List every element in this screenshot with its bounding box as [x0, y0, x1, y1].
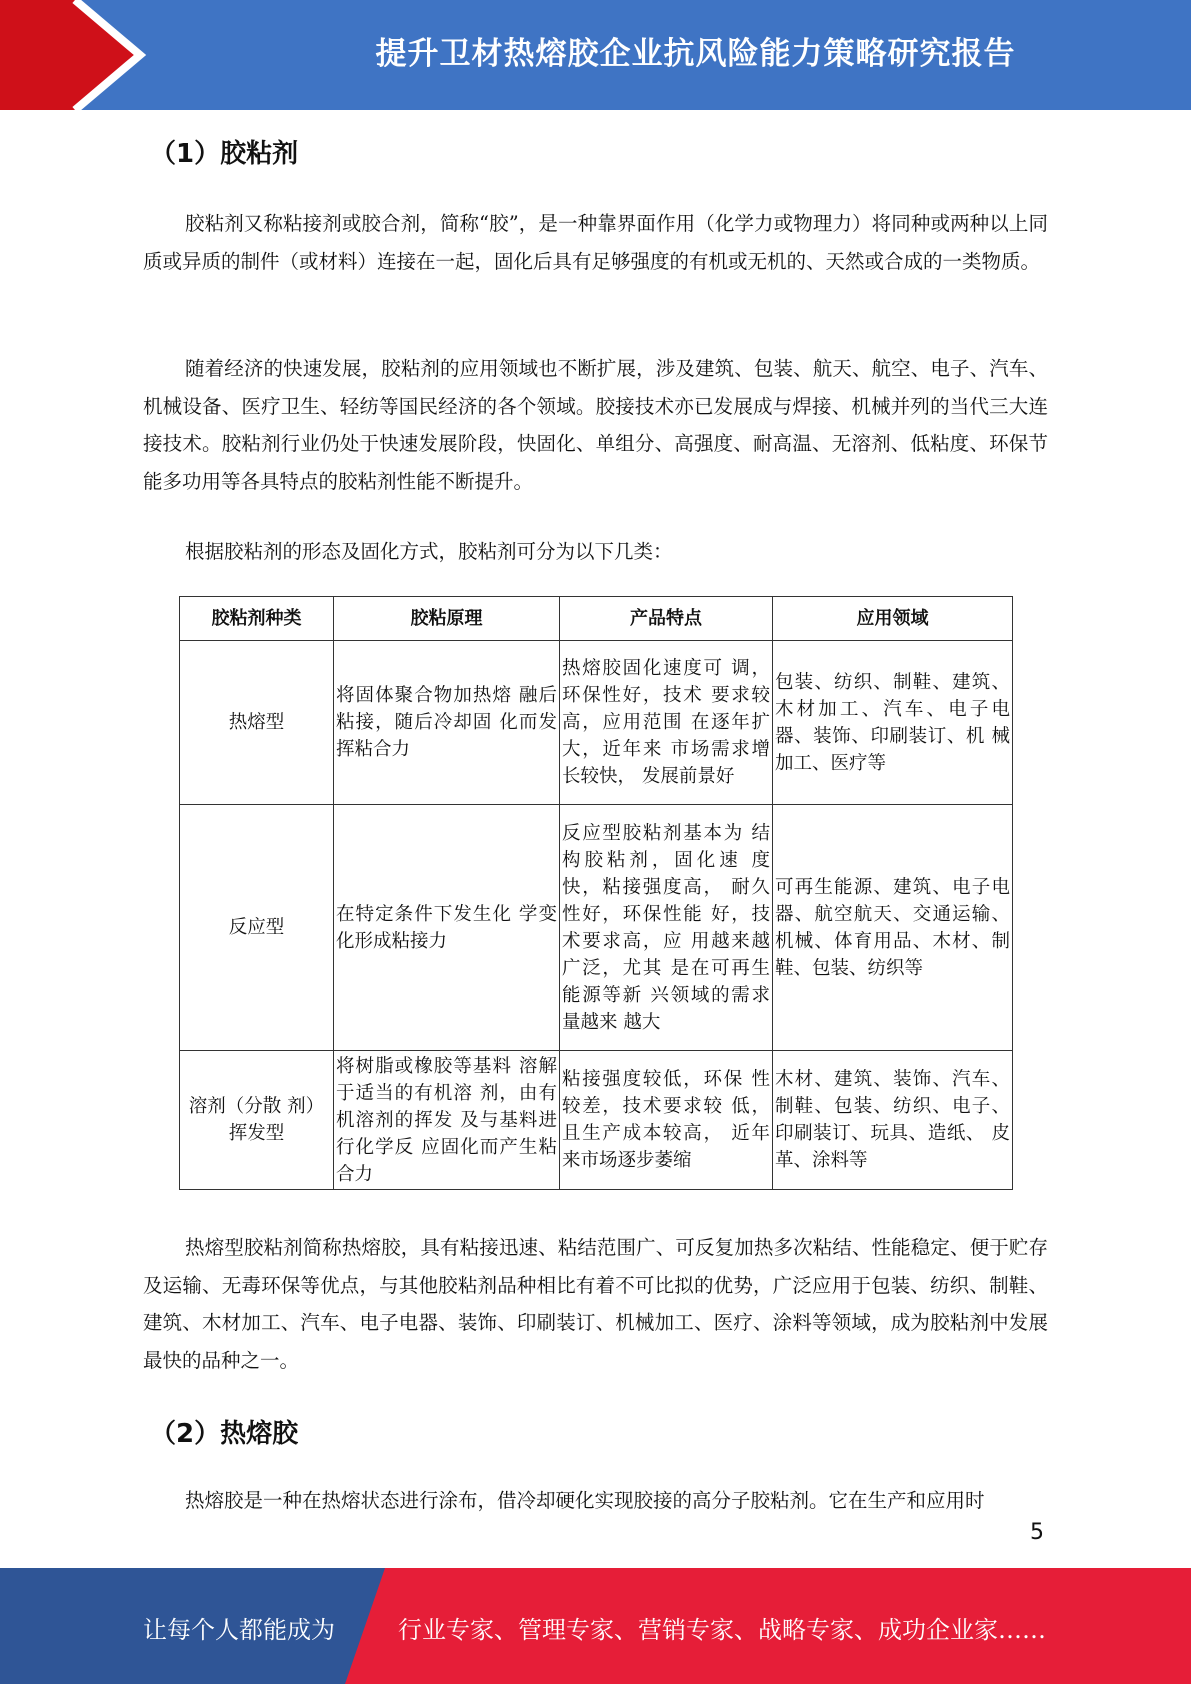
footer-slogan-right: 行业专家、管理专家、营销专家、战略专家、成功企业家……	[398, 1616, 1046, 1644]
table-cell-features: 热熔胶固化速度可 调，环保性好，技术 要求较高，应用范围 在逐年扩大，近年来 市场需求增长较快， 发展前景好	[560, 641, 773, 805]
paragraph-development: 随着经济的快速发展，胶粘剂的应用领域也不断扩展，涉及建筑、包装、航天、航空、电子、汽车、机械设备、医疗卫生、轻纺等国民经济的各个领域。胶接技术亦已发展成与焊接、机械并列的当代三大连接技术。胶粘剂行业仍处于快速发展阶段，快固化、单组分、高强度、耐高温、无溶剂、低粘度、环保节能多功用等各具特点的胶粘剂性能不断提升。	[143, 357, 1048, 493]
table-cell-type: 溶剂（分散 剂）挥发型	[180, 1051, 334, 1190]
paragraph-definition: 胶粘剂又称粘接剂或胶合剂，简称“胶”，是一种靠界面作用（化学力或物理力）将同种或两种以上同质或异质的制件（或材料）连接在一起，固化后具有足够强度的有机或无机的、天然或合成的一类物质。	[143, 212, 1048, 273]
table-cell-principle: 将树脂或橡胶等基料 溶解于适当的有机溶 剂，由有机溶剂的挥发 及与基料进行化学反 应固化而产生粘合力	[334, 1051, 560, 1190]
table-cell-applications: 包装、纺织、制鞋、建筑、 木材加工、汽车、电子电 器、装饰、印刷装订、机 械加工、医疗等	[773, 641, 1013, 805]
page-number: 5	[1030, 1520, 1044, 1545]
report-title: 提升卫材热熔胶企业抗风险能力策略研究报告	[375, 36, 1016, 72]
header-banner	[0, 0, 1191, 110]
footer-slogan-left: 让每个人都能成为	[143, 1616, 335, 1644]
footer-banner	[0, 1568, 1191, 1684]
paragraph-hotmelt-definition: 热熔胶是一种在热熔状态进行涂布，借冷却硬化实现胶接的高分子胶粘剂。它在生产和应用时	[185, 1489, 985, 1512]
adhesive-types-table	[179, 596, 1013, 1190]
table-header-row	[180, 597, 1013, 641]
paragraph-classification-intro: 根据胶粘剂的形态及固化方式，胶粘剂可分为以下几类：	[185, 540, 673, 563]
table-cell-applications: 可再生能源、建筑、电子电器、航空航天、交通运输、机械、体育用品、木材、制鞋、包装、纺织等	[773, 805, 1013, 1051]
table-header-cell: 胶粘原理	[334, 597, 560, 641]
table-header-cell: 产品特点	[560, 597, 773, 641]
table-cell-applications: 木材、建筑、装饰、汽车、 制鞋、包装、纺织、电子、 印刷装订、玩具、造纸、 皮革、涂料等	[773, 1051, 1013, 1190]
table-cell-principle: 在特定条件下发生化 学变化形成粘接力	[334, 805, 560, 1051]
table-cell-type: 热熔型	[180, 641, 334, 805]
table-cell-features: 反应型胶粘剂基本为 结构胶粘剂，固化速 度快，粘接强度高， 耐久性好，环保性能 好，技术要求高，应 用越来越广泛，尤其 是在可再生能源等新 兴领域的需求量越来 越大	[560, 805, 773, 1051]
table-cell-type: 反应型	[180, 805, 334, 1051]
table-row	[180, 641, 1013, 805]
table-cell-principle: 将固体聚合物加热熔 融后粘接，随后冷却固 化而发挥粘合力	[334, 641, 560, 805]
table-row	[180, 805, 1013, 1051]
table-cell-features: 粘接强度较低，环保 性较差，技术要求较 低，且生产成本较高， 近年来市场逐步萎缩	[560, 1051, 773, 1190]
section-heading-hotmelt: （2）热熔胶	[150, 1419, 299, 1449]
table-row	[180, 1051, 1013, 1190]
section-heading-adhesive: （1）胶粘剂	[150, 139, 299, 169]
paragraph-hotmelt-advantages: 热熔型胶粘剂简称热熔胶，具有粘接迅速、粘结范围广、可反复加热多次粘结、性能稳定、便于贮存及运输、无毒环保等优点，与其他胶粘剂品种相比有着不可比拟的优势，广泛应用于包装、纺织、制鞋、建筑、木材加工、汽车、电子电器、装饰、印刷装订、机械加工、医疗、涂料等领域，成为胶粘剂中发展最快的品种之一。	[143, 1236, 1048, 1372]
table-header-cell: 应用领域	[773, 597, 1013, 641]
table-header-cell: 胶粘剂种类	[180, 597, 334, 641]
